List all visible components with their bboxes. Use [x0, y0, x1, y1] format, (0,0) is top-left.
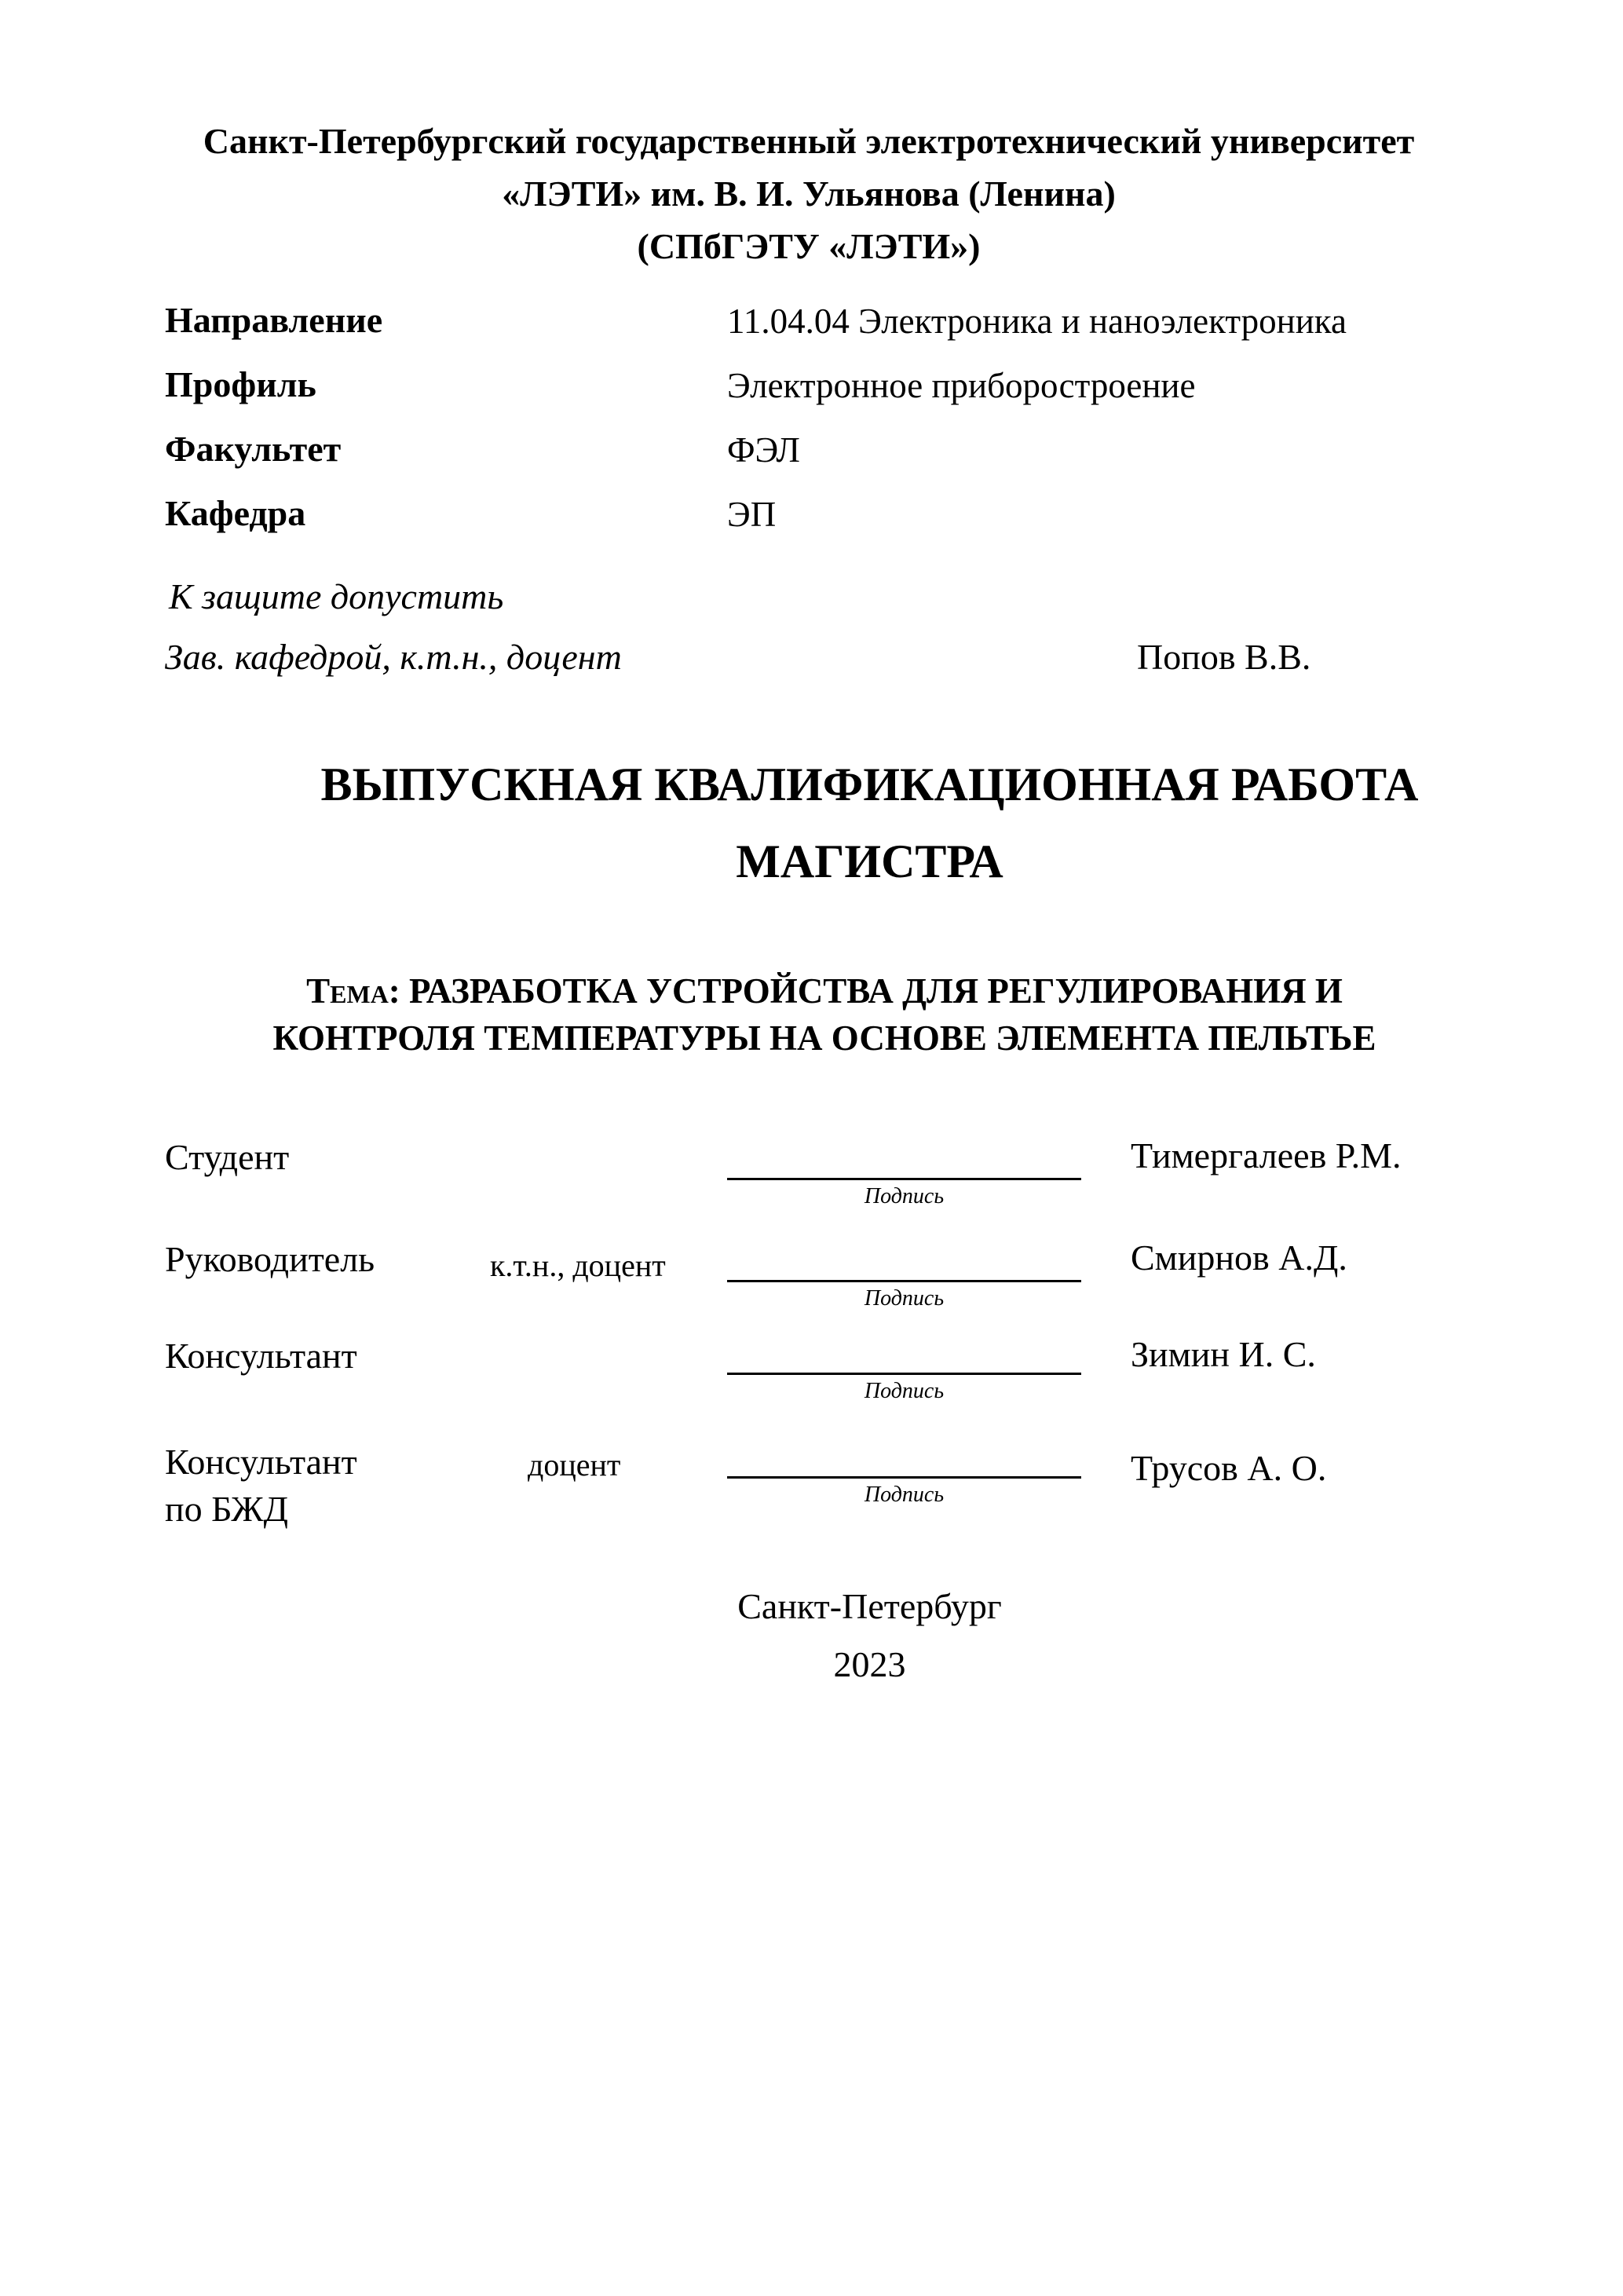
faculty-value: ФЭЛ [727, 430, 800, 470]
signature-line-student [727, 1178, 1081, 1180]
signer-role-safety-consultant-line1: Консультант [165, 1442, 357, 1482]
signer-role-consultant: Консультант [165, 1336, 357, 1376]
signature-caption-consultant: Подпись [864, 1379, 945, 1403]
signer-degree-safety-consultant: доцент [528, 1447, 621, 1483]
admit-to-defense-line: К защите допустить [169, 576, 504, 616]
signature-caption-safety-consultant: Подпись [864, 1483, 945, 1507]
signer-name-safety-consultant: Трусов А. О. [1131, 1448, 1327, 1488]
signature-line-consultant [727, 1373, 1081, 1375]
topic-text-line1: РАЗРАБОТКА УСТРОЙСТВА ДЛЯ РЕГУЛИРОВАНИЯ И [409, 971, 1343, 1011]
work-title-line2: МАГИСТРА [736, 835, 1003, 887]
signer-name-consultant: Зимин И. С. [1131, 1334, 1316, 1374]
profile-label: Профиль [165, 364, 316, 404]
signer-name-supervisor: Смирнов А.Д. [1131, 1238, 1347, 1278]
topic-line1 [165, 969, 1484, 1013]
signer-degree-supervisor: к.т.н., доцент [490, 1248, 666, 1283]
signer-role-supervisor: Руководитель [165, 1239, 375, 1279]
university-name-line1: Санкт-Петербургский государственный электротехнический университет [203, 121, 1415, 161]
university-header [141, 115, 1476, 272]
topic-line2: КОНТРОЛЯ ТЕМПЕРАТУРЫ НА ОСНОВЕ ЭЛЕМЕНТА ПЕЛЬТЬЕ [272, 1018, 1376, 1058]
signature-line-safety-consultant [727, 1476, 1081, 1479]
signer-role-student: Студент [165, 1137, 290, 1177]
direction-value: 11.04.04 Электроника и наноэлектроника [727, 302, 1347, 341]
footer-city: Санкт-Петербург [737, 1586, 1002, 1626]
signature-caption-supervisor: Подпись [864, 1286, 945, 1311]
profile-value: Электронное приборостроение [727, 366, 1196, 405]
department-label: Кафедра [165, 493, 306, 533]
department-head-role: Зав. кафедрой, к.т.н., доцент [165, 637, 622, 677]
faculty-label: Факультет [165, 429, 342, 469]
university-abbreviation: (СПбГЭТУ «ЛЭТИ») [637, 226, 981, 266]
topic-label: Тема: [306, 971, 400, 1011]
signature-caption-student: Подпись [864, 1184, 945, 1208]
university-name-line2: «ЛЭТИ» им. В. И. Ульянова (Ленина) [502, 174, 1116, 214]
department-head-name: Попов В.В. [1137, 637, 1311, 677]
signer-role-safety-consultant-line2: по БЖД [165, 1489, 288, 1529]
signer-name-student: Тимергалеев Р.М. [1131, 1135, 1402, 1175]
work-title-line1: ВЫПУСКНАЯ КВАЛИФИКАЦИОННАЯ РАБОТА [320, 759, 1419, 810]
department-value: ЭП [727, 495, 777, 534]
footer-year: 2023 [833, 1644, 906, 1684]
direction-label: Направление [165, 300, 383, 340]
signature-line-supervisor [727, 1280, 1081, 1282]
